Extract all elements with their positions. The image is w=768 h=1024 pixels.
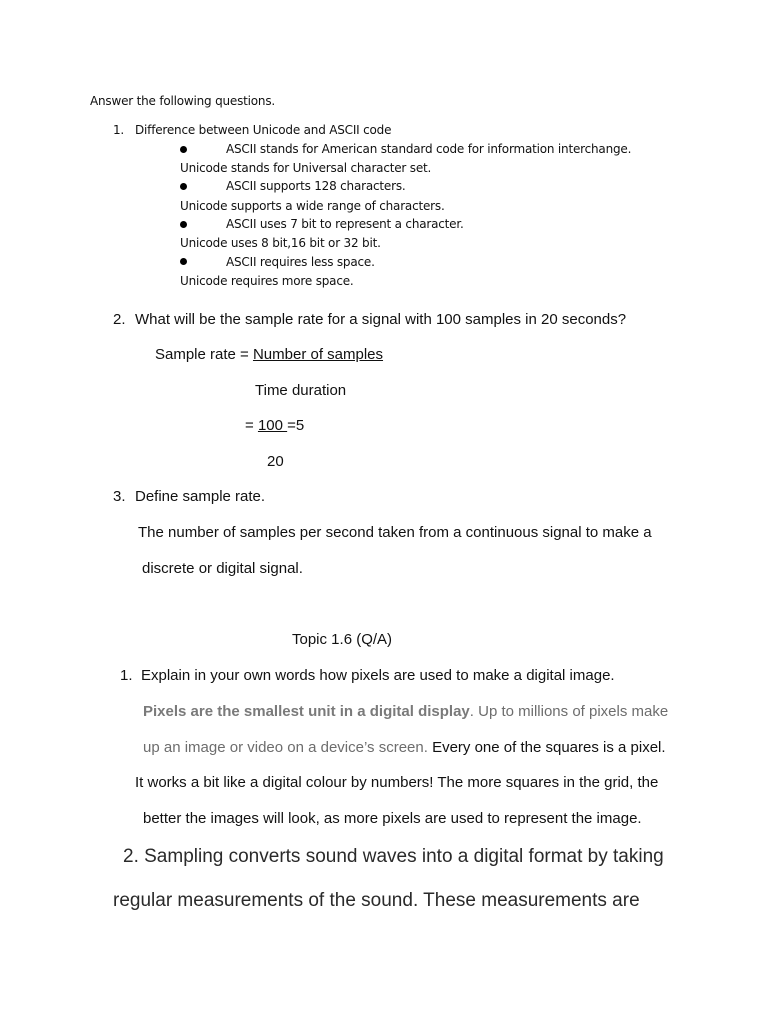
bullet-icon	[180, 221, 187, 228]
topic-q2-line-1: 2. Sampling converts sound waves into a digital format by taking	[123, 846, 664, 867]
calc-result: =5	[287, 417, 305, 434]
q1-number: 1.	[113, 123, 125, 137]
q1-title: Difference between Unicode and ASCII code	[135, 123, 392, 137]
calc-prefix: =	[245, 417, 258, 434]
q1-unicode-point-1: Unicode stands for Universal character set.	[180, 161, 432, 175]
formula-line	[155, 346, 383, 363]
topic-q1-number: 1.	[120, 667, 133, 684]
topic-q1-question: Explain in your own words how pixels are used to make a digital image.	[141, 667, 615, 684]
q1-ascii-point-2: ASCII supports 128 characters.	[226, 179, 406, 193]
q2-number: 2.	[113, 311, 126, 328]
topic-q2-line-2: regular measurements of the sound. These measurements are	[113, 890, 640, 911]
q3-answer-line-2: discrete or digital signal.	[142, 560, 303, 577]
bullet-icon	[180, 146, 187, 153]
topic-heading: Topic 1.6 (Q/A)	[292, 631, 393, 648]
q1-ascii-point-4: ASCII requires less space.	[226, 255, 375, 269]
topic-a1-bold: Pixels are the smallest unit in a digital display	[143, 703, 470, 720]
topic-a2-black: Every one of the squares is a pixel.	[427, 739, 666, 756]
q1-unicode-point-4: Unicode requires more space.	[180, 274, 354, 288]
topic-a1-line-4: better the images will look, as more pixels are used to represent the image.	[143, 810, 642, 827]
formula-denominator: Time duration	[255, 382, 347, 399]
q1-unicode-point-3: Unicode uses 8 bit,16 bit or 32 bit.	[180, 236, 381, 250]
bullet-icon	[180, 183, 187, 190]
calc-numerator: 100	[257, 417, 288, 434]
q2-question: What will be the sample rate for a signal with 100 samples in 20 seconds?	[135, 311, 627, 328]
topic-a1-line-3: It works a bit like a digital colour by numbers! The more squares in the grid, the	[135, 774, 659, 791]
q3-question: Define sample rate.	[135, 488, 266, 505]
intro-text: Answer the following questions.	[90, 94, 275, 108]
q3-answer-line-1: The number of samples per second taken from a continuous signal to make a	[138, 524, 652, 541]
q1-unicode-point-2: Unicode supports a wide range of characters.	[180, 199, 445, 213]
topic-a2-gray: up an image or video on a device’s screen.	[143, 739, 428, 756]
topic-a1-line-2	[143, 739, 666, 756]
bullet-icon	[180, 258, 187, 265]
q1-ascii-point-1: ASCII stands for American standard code for information interchange.	[226, 142, 632, 156]
calc-denominator: 20	[267, 453, 284, 470]
formula-label: Sample rate =	[155, 346, 253, 363]
calc-line	[245, 417, 304, 434]
formula-numerator: Number of samples	[252, 346, 384, 363]
topic-a1-line-1	[143, 703, 668, 720]
q1-ascii-point-3: ASCII uses 7 bit to represent a character.	[226, 217, 464, 231]
q3-number: 3.	[113, 488, 126, 505]
topic-a1-rest: . Up to millions of pixels make	[469, 703, 669, 720]
